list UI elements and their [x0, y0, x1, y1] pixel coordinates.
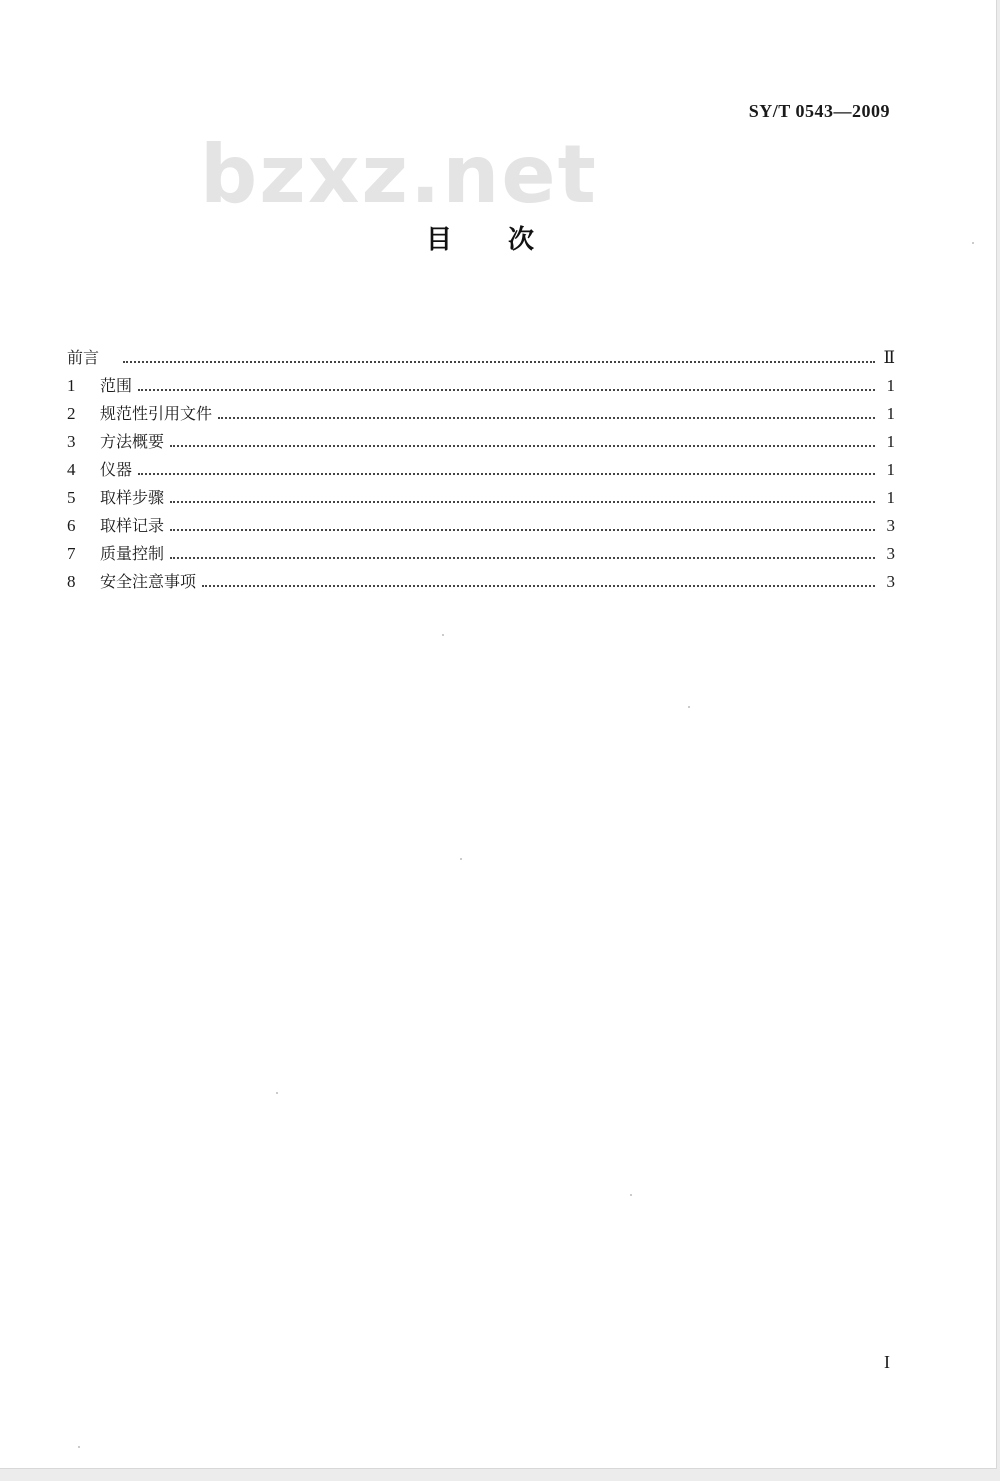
toc-leader-dots	[138, 472, 875, 475]
toc-entry-label: 安全注意事项	[100, 572, 197, 591]
scan-speck	[972, 242, 974, 244]
toc-entry-label: 前言	[67, 348, 100, 367]
toc-entry-number: 6	[67, 516, 76, 535]
toc-leader-dots	[138, 388, 875, 391]
toc-entry-apparatus[interactable]	[67, 456, 895, 484]
toc-entry-page: 1	[886, 376, 895, 395]
toc-entry-page: 1	[886, 488, 895, 507]
toc-leader-dots	[218, 416, 875, 419]
toc-entry-label: 质量控制	[100, 544, 165, 563]
toc-entry-number: 7	[67, 544, 76, 563]
toc-entry-method-summary[interactable]	[67, 428, 895, 456]
toc-leader-dots	[170, 556, 875, 559]
scan-speck	[442, 634, 444, 636]
standard-code: SY/T 0543—2009	[748, 101, 890, 121]
toc-entry-page: 3	[886, 544, 895, 563]
toc-entry-page: 1	[886, 460, 895, 479]
toc-entry-label: 仪器	[100, 460, 133, 479]
toc-entry-number: 3	[67, 432, 76, 451]
toc-entry-number: 5	[67, 488, 76, 507]
toc-entry-page: 1	[886, 404, 895, 423]
toc-entry-page: 3	[886, 516, 895, 535]
toc-entry-number: 8	[67, 572, 76, 591]
toc-entry-label: 取样步骤	[100, 488, 165, 507]
toc-entry-label: 方法概要	[100, 432, 165, 451]
scan-speck	[688, 706, 690, 708]
toc-entry-page: 1	[886, 432, 895, 451]
toc-entry-page: 3	[886, 572, 895, 591]
toc-entry-preface[interactable]	[67, 344, 895, 372]
scan-speck	[630, 1194, 632, 1196]
toc-title: 目次	[425, 225, 590, 255]
toc-entry-label: 取样记录	[100, 516, 165, 535]
scan-speck	[460, 858, 462, 860]
toc-leader-dots	[170, 444, 875, 447]
toc-entry-scope[interactable]	[67, 372, 895, 400]
toc-entry-page: Ⅱ	[883, 348, 895, 367]
toc-entry-label: 范围	[100, 376, 133, 395]
toc-entry-number: 2	[67, 404, 76, 423]
page-number: I	[884, 1352, 890, 1372]
watermark-logo: bzxz.net	[200, 128, 598, 221]
toc-entry-label: 规范性引用文件	[100, 404, 213, 423]
toc-entry-number: 4	[67, 460, 76, 479]
toc-leader-dots	[170, 528, 875, 531]
toc-leader-dots	[123, 360, 875, 363]
toc-entry-number: 1	[67, 376, 76, 395]
scan-speck	[276, 1092, 278, 1094]
toc-entry-safety-precautions[interactable]	[67, 568, 895, 596]
toc-leader-dots	[202, 584, 875, 587]
scan-speck	[78, 1446, 80, 1448]
toc-entry-sampling-record[interactable]	[67, 512, 895, 540]
table-of-contents	[67, 344, 895, 596]
toc-entry-quality-control[interactable]	[67, 540, 895, 568]
toc-entry-normative-references[interactable]	[67, 400, 895, 428]
toc-leader-dots	[170, 500, 875, 503]
toc-entry-sampling-procedure[interactable]	[67, 484, 895, 512]
